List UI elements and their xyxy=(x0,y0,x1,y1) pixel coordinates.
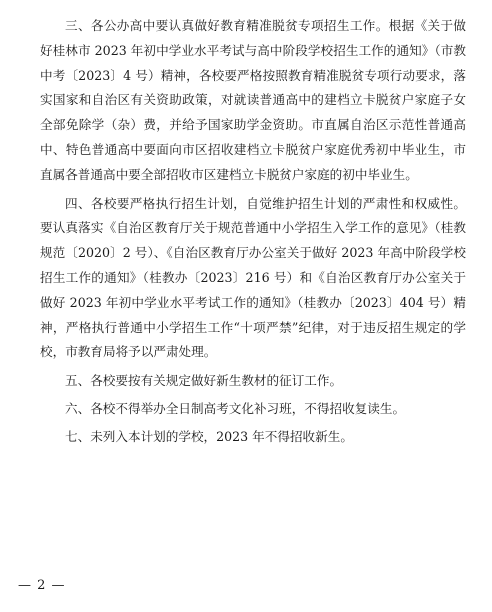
document-body xyxy=(40,14,466,449)
paragraph-item-7: 七、未列入本计划的学校，2023 年不得招收新生。 xyxy=(65,429,353,445)
paragraph-item-3: 三、各公办高中要认真做好教育精准脱贫专项招生工作。根据《关于做好桂林市 2023 年初中学业水平考试与高中阶段学校招生工作的通知》（市教中考〔2023〕4 号）精神，各校要严格按照教育精准脱贫专项行动要求，落实国家和自治区有关资助政策，对就读普通高中的建档立卡脱贫户家庭子女全部免除学（杂）费，并给予国家助学金资助。市直属自治区示范性普通高中、特色普通高中要面向市区招收建档立卡脱贫户家庭优秀初中毕业生，市直属各普通高中要全部招收市区建档立卡脱贫户家庭的初中毕业生。 xyxy=(40,18,466,182)
paragraph-item-6: 六、各校不得举办全日制高考文化补习班，不得招收复读生。 xyxy=(65,401,406,417)
paragraph-item-4: 四、各校要严格执行招生计划，自觉维护招生计划的严肃性和权威性。要认真落实《自治区教育厅关于规范普通中小学招生入学工作的意见》（桂教规范〔2020〕2 号）、《自治区教育厅办公室关于做好 2023 年高中阶段学校招生工作的通知》（桂教办〔2023〕216 号）和《自治区教育厅办公室关于做好 2023 年初中学业水平考试工作的通知》（桂教办〔2023〕404 号）精神，严格执行普通中小学招生工作“十项严禁”纪律，对于违反招生规定的学校，市教育局将予以严肃处理。 xyxy=(40,195,466,360)
page-number: — 2 — xyxy=(18,578,66,593)
paragraph-item-5: 五、各校要按有关规定做好新生教材的征订工作。 xyxy=(65,373,343,389)
